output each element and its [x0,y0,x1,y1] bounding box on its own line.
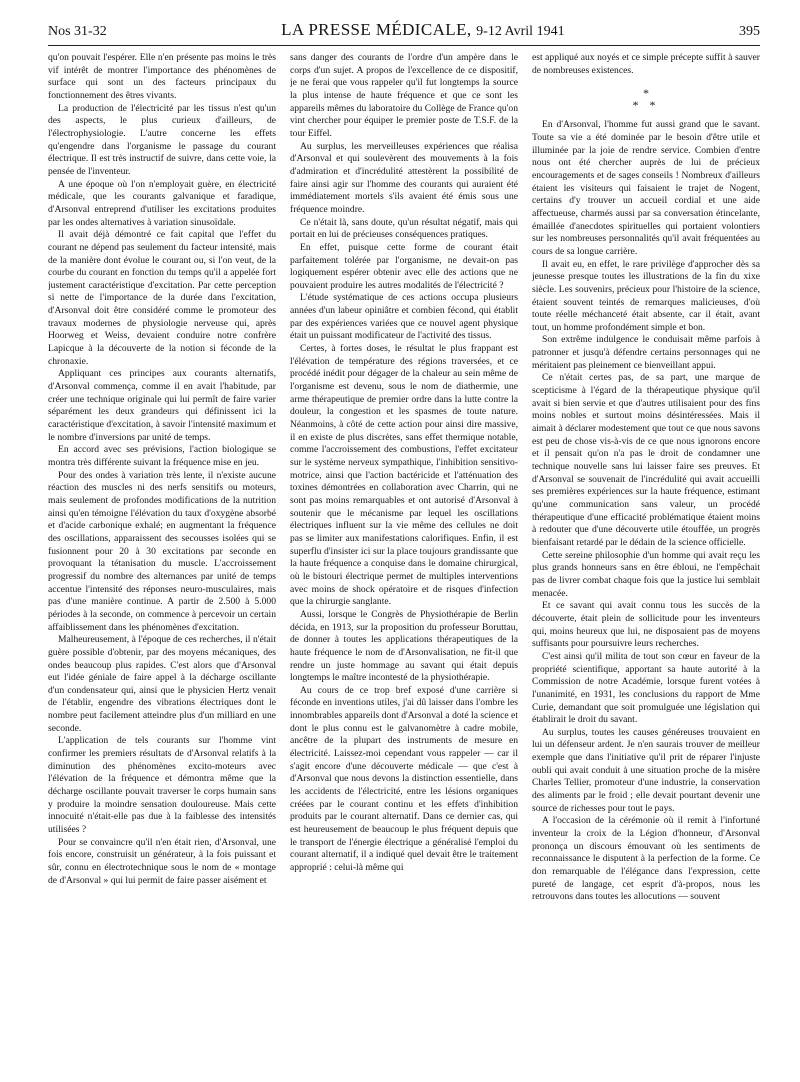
issue-date: 9-12 Avril 1941 [476,24,565,39]
issue-number: Nos 31-32 [48,24,107,39]
paragraph: Au surplus, toutes les causes généreuses trouvaient en lui un défenseur ardent. Je n'en saurais trouver de meilleur exemple que dans l'initiative qu'il prit de réparer l'injuste oubli qui avait conduit à une situation proche de la misère Charles Tellier, promoteur d'une industrie, la conservation des aliments par le froid ; elle devait pourtant devenir une source de richesses pour tout le pays. [532,726,760,814]
page-number: 395 [738,24,760,39]
paragraph: Certes, à fortes doses, le résultat le plus frappant est l'élévation de température des régions traversées, et ce procédé inédit pour dégager de la chaleur au sein même de l'organisme est devenu, sous le nom de diathermie, une arme thérapeutique de premier ordre dans la lutte contre la douleur, la congestion et les spasmes de toute nature. Néanmoins, à côté de cette action pour ainsi dire massive, il en existe de plus discrètes, sans effet thermique notable, comme l'accroissement des combustions, l'effet excitateur sur le système nerveux sympathique, l'inhibition sensitivo-motrice, ainsi que l'action bactéricide et l'atténuation des toxines démontrées en collaboration avec Charrin, qui ne sont pas moins remarquables et ont autorisé d'Arsonval à soutenir que le mécanisme par lequel les oscillations électriques influent sur la vie même des cellules ne doit pas se limiter aux manifestations calorifiques. Enfin, il est superflu d'insister ici sur la place toujours grandissante que la haute fréquence a conquise dans le domaine chirurgical, où le bistouri électrique permet de multiples interventions avec moins de shock opératoire et de risques d'infection que la chirurgie sanglante. [290,343,518,608]
paragraph: En effet, puisque cette forme de courant était parfaitement tolérée par l'organisme, ne devait-on pas logiquement espérer obtenir avec elle des actions que ne pouvaient produire les autres modalités de l'électricité ? [290,241,518,291]
journal-title-line [281,20,564,40]
paragraph: Aussi, lorsque le Congrès de Physiothérapie de Berlin décida, en 1913, sur la proposition du professeur Boruttau, de donner à toutes les applications thérapeutiques de la haute fréquence le nom de d'Arsonvalisation, ne fit-il que rendre un juste hommage au savant qui était depuis longtemps le maître incontesté de la physiothérapie. [290,608,518,684]
asterism-top: * [643,86,649,101]
page-header [48,20,760,46]
paragraph: Il avait déjà démontré ce fait capital que l'effet du courant ne dépend pas seulement du facteur intensité, mais de la manière dont évolue le courant ou, si l'on veut, de la courbe du courant en fonction du temps qu'il a appelée fort justement caractéristique d'excitation. Par cette perception si nette de l'importance de la durée dans l'excitation, d'Arsonval doit être considéré comme le promoteur des travaux modernes de physiologie nerveuse qui, après Hoorweg et Weiss, devaient conduire notre confrère Lapicque à la découverte de la notion si féconde de la chronaxie. [48,229,276,367]
paragraph: Appliquant ces principes aux courants alternatifs, d'Arsonval commença, comme il en avait l'habitude, par créer une technique originale qui lui permît de faire varier séparément les deux grandeurs qui définissent ici la caractéristique d'excitation, à savoir l'intensité maximum et le nombre d'inversions par unité de temps. [48,368,276,443]
header-rule [48,45,760,46]
paragraph: Au cours de ce trop bref exposé d'une carrière si féconde en inventions utiles, j'ai dû laisser dans l'ombre les innombrables appareils dont d'Arsonval a doté la science et dont le plus connu est le galvanomètre à cadre mobile, ancêtre de la plupart des instruments de mesure en électricité. Laissez-moi cependant vous rappeler — car il s'agit encore d'une découverte médicale — que c'est à d'Arsonval que nous devons la distinction essentielle, dans les accidents de l'électricité, entre les lésions organiques créées par le courant continu et les effets d'inhibition produits par le courant alternatif. Dans ce dernier cas, qui est heureusement de beaucoup le plus fréquent depuis que le transport de l'énergie électrique a généralisé l'emploi du courant alternatif, il a indiqué quel devait être le traitement approprié : celui-là même qui [290,684,518,873]
paragraph: Cette sereine philosophie d'un homme qui avait reçu les plus grands honneurs sans en être ébloui, ne l'empêchait pas de livrer combat chaque fois que la justice lui semblait menacée. [532,549,760,599]
paragraph: Ce n'était là, sans doute, qu'un résultat négatif, mais qui portait en lui de précieuses conséquences pratiques. [290,216,518,241]
paragraph: A l'occasion de la cérémonie où il remit à l'infortuné inventeur la croix de la Légion d'honneur, d'Arsonval prononça un discours émouvant où les sentiments de reconnaissance le disputent à la perfection de la forme. Ce don remarquable de l'élégance dans l'expression, cette pureté de langage, cet esprit d'à-propos, nous les retrouvons dans toutes les allocutions — souvent [532,815,760,903]
paragraph: La production de l'électricité par les tissus n'est qu'un des aspects, le plus curieux d'ailleurs, de l'électrophysiologie. L'autre concerne les effets qu'engendre dans l'organisme le passage du courant électrique. Il est très instructif de suivre, dans cette voie, la pensée de l'inventeur. [48,102,276,177]
paragraph: Malheureusement, à l'époque de ces recherches, il n'était guère possible d'obtenir, par des moyens mécaniques, des ondes beaucoup plus rapides. C'est alors que d'Arsonval eut l'idée géniale de faire appel à la décharge oscillante d'un condensateur qui, ainsi que le physicien Hertz venait de l'établir, engendre des vibrations électriques dont le nombre peut facilement atteindre plus d'un milliard en une seconde. [48,634,276,734]
paragraph: C'est ainsi qu'il milita de tout son cœur en faveur de la propriété scientifique, apportant sa haute autorité à la Commission de notre Académie, lorsque furent votées à l'unanimité, en 1931, les conclusions du rapport de Mme Curie, demandant que soit promulguée une législation qui établirait le droit du savant. [532,650,760,726]
paragraph: Ce n'était certes pas, de sa part, une marque de scepticisme à l'égard de la thérapeutique physique qu'il avait si bien servie et que d'autres utilisaient pour des fins moins nobles et surtout moins désintéressées. Mais il aimait à déclarer modestement que tout ce que nous savons est peu de chose vis-à-vis de ce que nous ignorons encore et il pensait qu'on n'a pas le droit de condamner une technique nouvelle sans lui laisser faire ses preuves. Et d'Arsonval se souvenait de l'incrédulité qui avait accueilli ses premières expériences sur la haute fréquence, estimant qu'une communication sans valeur, un procédé thérapeutique d'une efficacité problématique étaient moins à redouter que d'une découverte utile étouffée, un progrès bienfaisant retardé par le dédain de la science officielle. [532,372,760,548]
paragraph: En d'Arsonval, l'homme fut aussi grand que le savant. Toute sa vie a été dominée par le besoin d'être utile et illuminée par la joie de rendre service. Combien d'entre nous ont été chercher auprès de lui de précieux encouragements et de sages conseils ! Nombreux d'ailleurs étaient les visiteurs qui faisaient le trajet de Nogent, certains d'y trouver un accueil cordial et une aide affectueuse, charmés aussi par sa conversation étincelante, émaillée d'anecdotes spirituelles qui portaient volontiers sur les nombreuses personnalités qu'il avait fréquentées au cours de sa longue carrière. [532,119,760,257]
paragraph: sans danger des courants de l'ordre d'un ampère dans le corps d'un sujet. A propos de l'excellence de ce dispositif, je ne ferai que vous rappeler qu'il fut longtemps la source la plus intense de haute fréquence et que ce sont les appareils mêmes du laboratoire du Collège de France qu'on vint chercher pour équiper le premier poste de T.S.F. de la tour Eiffel. [290,52,518,139]
paragraph: qu'on pouvait l'espérer. Elle n'en présente pas moins le très vif intérêt de montrer l'importance des phénomènes de surface qui sont un des facteurs principaux du fonctionnement des êtres vivants. [48,52,276,101]
paragraph: Pour se convaincre qu'il n'en était rien, d'Arsonval, une fois encore, construisit un générateur, à la fois puissant et sûr, connu en électrotechnique sous le nom de « montage de d'Arsonval » qui lui permit de faire passer aisément et [48,836,276,886]
article-body [48,52,760,1072]
paragraph: Au surplus, les merveilleuses expériences que réalisa d'Arsonval et qui soulevèrent des mouvements à la fois d'admiration et d'incrédulité attestèrent la possibilité de faire ainsi agir sur l'homme des courants qui auraient été immédiatement mortels s'ils avaient été émis sous une fréquence moindre. [290,140,518,215]
paragraph: A une époque où l'on n'employait guère, en électricité médicale, que les courants galvanique et faradique, d'Arsonval entreprend d'utiliser les excitations produites par les ondes alternatives à variation sinusoïdale. [48,178,276,228]
paragraph: Et ce savant qui avait connu tous les succès de la découverte, était plein de sollicitude pour les inventeurs qui, moins heureux que lui, ne disposaient pas de moyens suffisants pour poursuivre leurs recherches. [532,600,760,650]
paragraph: Pour des ondes à variation très lente, il n'existe aucune réaction des muscles ni des nerfs sensitifs ou moteurs, mais seulement de profondes modifications de la nutrition ainsi qu'en témoigne l'élévation du taux d'oxygène absorbé et d'acide carbonique exhalé; en augmentant la fréquence des oscillations, apparaissent des secousses isolées qui se fusionnent pour 20 à 30 excitations par seconde en provoquant la tétanisation du muscle. L'accroissement progressif du nombre des alternances par unité de temps accentue l'intensité des réponses neuro-musculaires, mais pas d'une manière continue. A partir de 2.500 à 5.000 périodes à la seconde, on commence à percevoir un certain affaiblissement dans les phénomènes d'excitation. [48,469,276,633]
journal-title: LA PRESSE MÉDICALE, [281,20,472,39]
text-column-1 [48,52,276,1072]
section-asterism [532,87,760,111]
paragraph: En accord avec ses prévisions, l'action biologique se montra très différente suivant la fréquence mise en jeu. [48,444,276,468]
paragraph: Son extrême indulgence le conduisait même parfois à patronner et jusqu'à défendre certains personnages qui ne méritaient pas pleinement ce bienveillant appui. [532,334,760,371]
paragraph: est appliqué aux noyés et ce simple précepte suffit à sauver de nombreuses existences. [532,52,760,76]
text-column-2 [290,52,518,1072]
text-column-3 [532,52,760,1072]
asterism-bottom: * * [632,98,660,113]
paragraph: L'application de tels courants sur l'homme vint confirmer les premiers résultats de d'Arsonval relatifs à la diminution des phénomènes excito-moteurs avec l'élévation de la fréquence et démontra même que la décharge oscillante pouvait traverser le corps humain sans y produire la moindre sensation douloureuse. Mais cette innocuité n'était-elle pas due à la faiblesse des intensités utilisées ? [48,735,276,836]
paragraph: Il avait eu, en effet, le rare privilège d'approcher dès sa jeunesse presque toutes les illustrations de la fin du xixe siècle. Les souvenirs, précieux pour l'histoire de la science, étaient souvent teintés de remarques malicieuses, d'où toute réelle méchanceté était absente, car il était, avant tout, un homme profondément simple et bon. [532,258,760,333]
paragraph: L'étude systématique de ces actions occupa plusieurs années d'un labeur opiniâtre et combien fécond, qui établit par des expériences variées que ce nouvel agent physique était un puissant modificateur de l'activité des tissus. [290,292,518,342]
